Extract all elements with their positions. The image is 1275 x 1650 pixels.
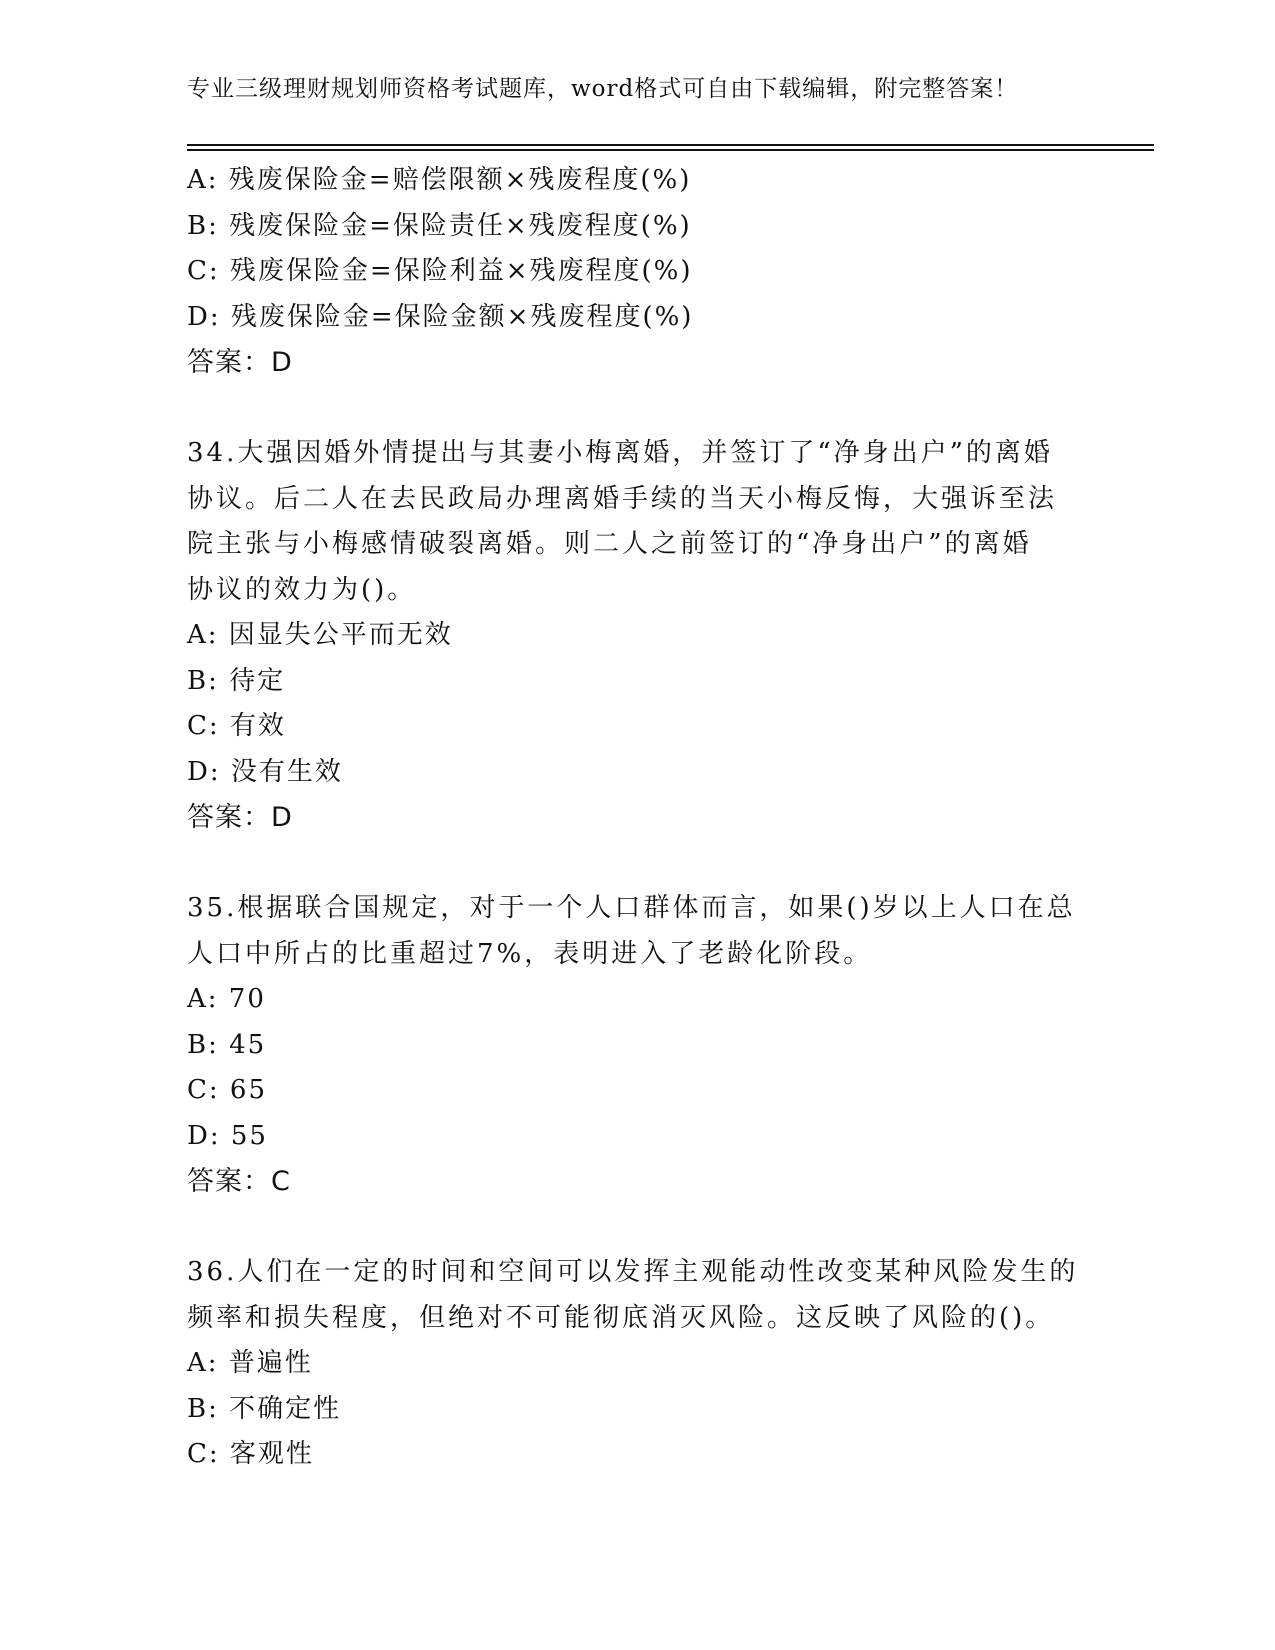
question-stem-line: 35.根据联合国规定，对于一个人口群体而言，如果()岁以上人口在总 xyxy=(187,893,1076,923)
document-body xyxy=(187,158,1087,1478)
document-header: 专业三级理财规划师资格考试题库，word格式可自由下载编辑，附完整答案！ xyxy=(187,76,1019,102)
option-a: A: 残废保险金=赔偿限额×残废程度(%) xyxy=(187,165,692,195)
option-a: A: 70 xyxy=(187,984,266,1014)
question-stem-line: 协议的效力为()。 xyxy=(187,574,417,605)
question-36 xyxy=(187,1250,1087,1478)
option-b: B: 残废保险金=保险责任×残废程度(%) xyxy=(187,210,692,241)
option-a: A: 普遍性 xyxy=(187,1348,313,1378)
option-d: D: 残废保险金=保险金额×残废程度(%) xyxy=(187,301,694,332)
option-c: C: 有效 xyxy=(187,711,286,741)
header-rule-top xyxy=(187,144,1154,146)
question-stem-line: 频率和损失程度，但绝对不可能彻底消灭风险。这反映了风险的()。 xyxy=(187,1302,1055,1333)
option-c: C: 残废保险金=保险利益×残废程度(%) xyxy=(187,256,693,286)
answer: 答案：D xyxy=(187,347,293,378)
option-b: B: 待定 xyxy=(187,665,286,696)
spacer xyxy=(187,386,1087,432)
option-a: A: 因显失公平而无效 xyxy=(187,620,453,650)
option-d: D: 没有生效 xyxy=(187,756,343,787)
option-c: C: 65 xyxy=(187,1075,268,1105)
header-rule-bottom xyxy=(187,149,1154,151)
question-stem-line: 34.大强因婚外情提出与其妻小梅离婚，并签订了“净身出户”的离婚 xyxy=(187,438,1053,468)
answer: 答案：C xyxy=(187,1166,291,1197)
option-b: B: 45 xyxy=(187,1029,267,1060)
spacer xyxy=(187,841,1087,887)
question-33 xyxy=(187,158,1087,386)
question-35 xyxy=(187,886,1087,1205)
option-d: D: 55 xyxy=(187,1120,268,1151)
option-b: B: 不确定性 xyxy=(187,1393,342,1424)
question-34 xyxy=(187,431,1087,841)
question-stem-line: 36.人们在一定的时间和空间可以发挥主观能动性改变某种风险发生的 xyxy=(187,1257,1079,1287)
answer: 答案：D xyxy=(187,802,293,833)
option-c: C: 客观性 xyxy=(187,1439,314,1469)
spacer xyxy=(187,1205,1087,1251)
question-stem-line: 人口中所占的比重超过7%，表明进入了老龄化阶段。 xyxy=(187,938,873,969)
question-stem-line: 协议。后二人在去民政局办理离婚手续的当天小梅反悔，大强诉至法 xyxy=(187,483,1058,514)
question-stem-line: 院主张与小梅感情破裂离婚。则二人之前签订的“净身出户”的离婚 xyxy=(187,529,1032,559)
